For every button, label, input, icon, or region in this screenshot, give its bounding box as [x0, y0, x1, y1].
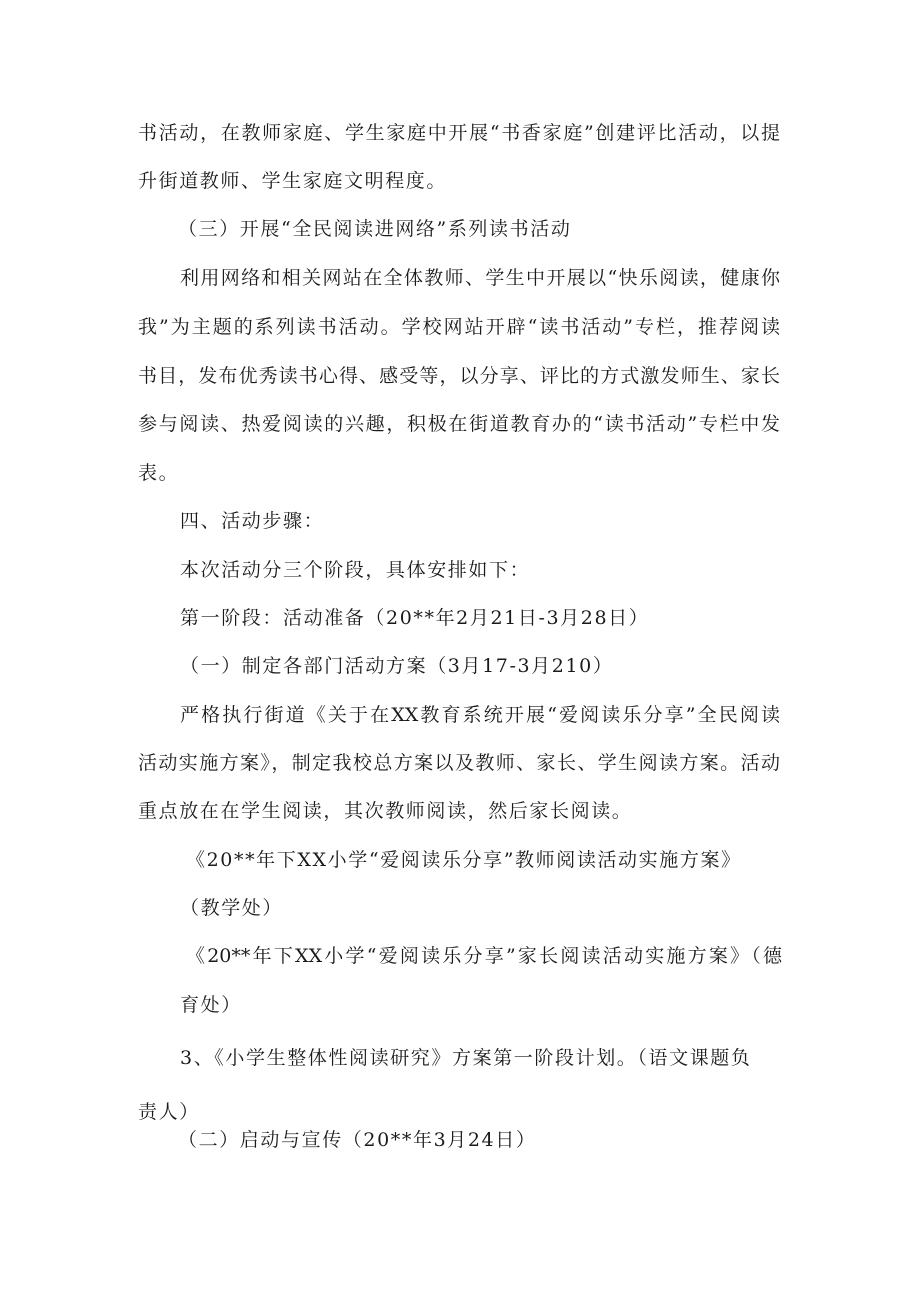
- section-heading: （二）启动与宣传（20**年3月24日）: [178, 1129, 537, 1151]
- plan-owner-line: 责人）: [138, 1101, 200, 1123]
- paragraph-line: 我”为主题的系列读书活动。学校网站开辟“读书活动”专栏，推荐阅读: [138, 316, 780, 338]
- plan-title-line: 《20**年下XX小学“爱阅读乐分享”教师阅读活动实施方案》: [186, 849, 742, 871]
- paragraph-line: 升街道教师、学生家庭文明程度。: [138, 170, 448, 192]
- plan-title-line: 《20**年下XX小学“爱阅读乐分享”家长阅读活动实施方案》（德: [186, 945, 782, 967]
- plan-item-line: 3、《小学生整体性阅读研究》方案第一阶段计划。（语文课题负: [180, 1047, 752, 1069]
- section-heading: 四、活动步骤：: [180, 510, 325, 532]
- paragraph-line: 书目，发布优秀读书心得、感受等，以分享、评比的方式激发师生、家长: [138, 365, 780, 387]
- section-heading: （三）开展“全民阅读进网络”系列读书活动: [178, 218, 572, 240]
- paragraph-line: 表。: [138, 462, 180, 484]
- plan-owner-line: 育处）: [180, 994, 242, 1016]
- paragraph-line: 活动实施方案》，制定我校总方案以及教师、家长、学生阅读方案。活动: [138, 752, 780, 774]
- paragraph-line: 重点放在在学生阅读，其次教师阅读，然后家长阅读。: [138, 800, 633, 822]
- paragraph-line: 本次活动分三个阶段，具体安排如下：: [180, 559, 531, 581]
- section-heading: （一）制定各部门活动方案（3月17-3月210）: [180, 655, 614, 677]
- paragraph-line: 严格执行街道《关于在XX教育系统开展“爱阅读乐分享”全民阅读: [180, 704, 780, 726]
- paragraph-line: 书活动，在教师家庭、学生家庭中开展“书香家庭”创建评比活动，以提: [138, 122, 780, 144]
- stage-heading: 第一阶段：活动准备（20**年2月21日-3月28日）: [180, 607, 650, 629]
- paragraph-line: 参与阅读、热爱阅读的兴趣，积极在街道教育办的“读书活动”专栏中发: [138, 413, 780, 435]
- plan-owner-line: （教学处）: [180, 897, 284, 919]
- paragraph-line: 利用网络和相关网站在全体教师、学生中开展以“快乐阅读，健康你: [180, 267, 780, 289]
